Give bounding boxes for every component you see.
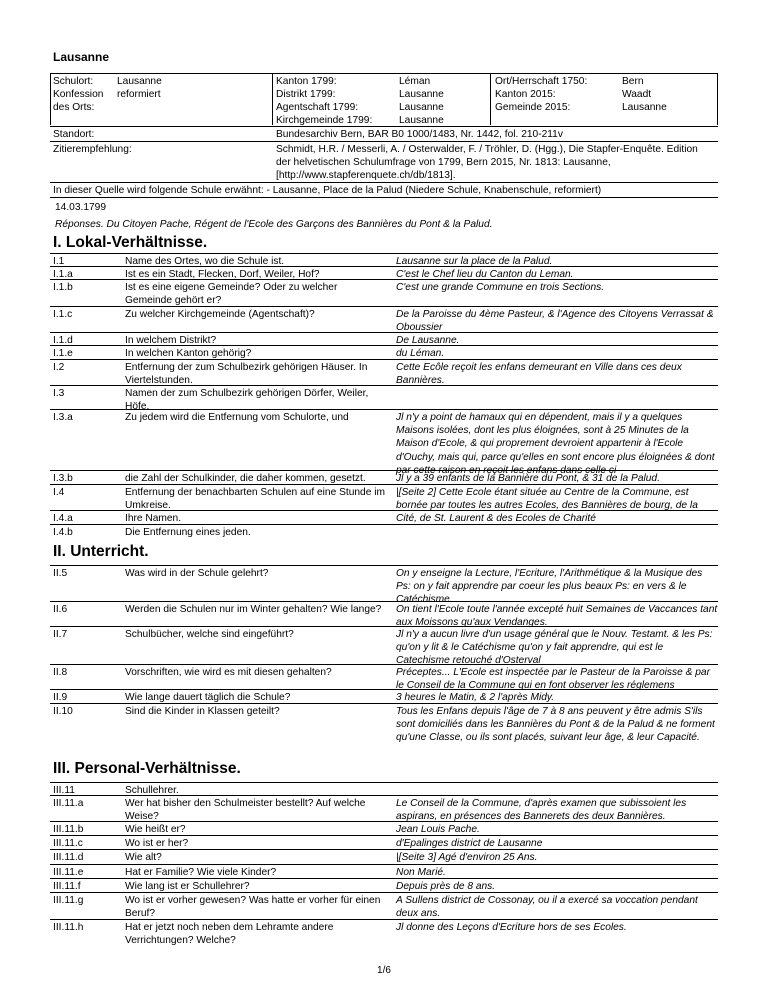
answer-text: Jl n'y a aucun livre d'un usage général que le Nouv. Testamt. & les Ps: qu'on y lit & le Catéchisme qu'on y fait apprendre, qui est le Catechisme retouché d'Osterval xyxy=(396,629,713,667)
row-divider xyxy=(50,864,718,865)
answer-text: |[Seite 2] Cette Ecole étant située au Centre de la Commune, est bornée par toutes les autres Ecoles, des Bannières de bourg, de la Cité, de St. Laurent & des Ecoles de Charité xyxy=(396,487,698,525)
question-number: III.11.f xyxy=(53,881,81,892)
answer-text: Jl donne des Leçons d'Ecriture hors de ses Ecoles. xyxy=(396,922,627,933)
row-divider xyxy=(50,524,718,525)
zitier-line-1: Schmidt, H.R. / Messerli, A. / Osterwalder, F. / Tröhler, D. (Hgg.), Die Stapfer-Enquête. Edition xyxy=(276,144,698,155)
question-number: II.8 xyxy=(53,667,68,678)
question-text: Vorschriften, wie wird es mit diesen gehalten? xyxy=(125,667,332,678)
row-divider xyxy=(50,409,718,410)
question-text: die Zahl der Schulkinder, die daher kommen, gesetzt. xyxy=(125,473,366,484)
row-divider xyxy=(50,878,718,879)
konfession-value: reformiert xyxy=(117,89,161,100)
question-number: III.11 xyxy=(53,785,75,796)
answer-text: Jl n'y a point de hamaux qui en dépendent, mais il y a quelques Maisons isolées, dont les plus éloignées, sont à 25 Minutes de la Maison d'Ecole, & qui proprement devroient appartenir à l'Ecole d'Ouchy, mais qui, parce qu'elles en sont encore plus éloignées & dont par cette raison en reçoit les enfans dans celle ci xyxy=(396,412,715,476)
row-divider xyxy=(50,359,718,360)
question-number: II.9 xyxy=(53,692,68,703)
question-number: I.3.b xyxy=(53,473,73,484)
row-divider xyxy=(50,821,718,822)
question-text: Namen der zum Schulbezirk gehörigen Dörfer, Weiler, Höfe. xyxy=(125,388,369,413)
konfession-label-2: des Orts: xyxy=(53,102,95,113)
question-text: Entfernung der benachbarten Schulen auf eine Stunde im Umkreise. xyxy=(125,487,385,512)
page-number: 1/6 xyxy=(377,965,391,976)
answer-text: C'est le Chef lieu du Canton du Leman. xyxy=(396,269,574,280)
question-text: In welchen Kanton gehörig? xyxy=(125,348,252,359)
answer-text: Le Conseil de la Commune, d'après examen que subissoient les aspirans, en présences des Bannerets des deux Bannières. xyxy=(396,798,687,823)
question-text: In welchem Distrikt? xyxy=(125,335,217,346)
answer-text: De la Paroisse du 4ème Pasteur, & l'Agence des Citoyens Verrassat & Oboussier xyxy=(396,309,714,334)
distrikt-label: Distrikt 1799: xyxy=(276,89,336,100)
answer-text: Lausanne sur la place de la Palud. xyxy=(396,256,553,267)
section-title: III. Personal-Verhältnisse. xyxy=(53,760,241,777)
section-title: I. Lokal-Verhältnisse. xyxy=(53,234,208,251)
kirchgemeinde-value: Lausanne xyxy=(399,115,444,126)
answer-text: 3 heures le Matin, & 2 l'après Midy. xyxy=(396,692,555,703)
kanton1799-label: Kanton 1799: xyxy=(276,76,337,87)
question-text: Hat er Familie? Wie viele Kinder? xyxy=(125,867,277,878)
answer-text: On tient l'Ecole toute l'année excepté huit Semaines de Vaccances tant aux Moissons qu'aux Vendanges. xyxy=(396,604,718,629)
question-number: I.1.d xyxy=(53,335,73,346)
question-text: Ist es ein Stadt, Flecken, Dorf, Weiler, Hof? xyxy=(125,269,320,280)
kanton1799-value: Léman xyxy=(399,76,431,87)
answer-text: Jean Louis Pache. xyxy=(396,824,480,835)
section-divider xyxy=(50,253,718,254)
zitier-label: Zitierempfehlung: xyxy=(53,144,132,155)
answer-text: du Léman. xyxy=(396,348,445,359)
question-text: Wie alt? xyxy=(125,852,162,863)
question-number: I.1.c xyxy=(53,309,73,320)
question-text: Hat er jetzt noch neben dem Lehramte andere Verrichtungen? Welche? xyxy=(125,922,334,947)
question-number: I.1.b xyxy=(53,282,73,293)
answer-text: d'Epalinges district de Lausanne xyxy=(396,838,543,849)
answer-text: A Sullens district de Cossonay, ou il a exercé sa voccation pendant deux ans. xyxy=(396,895,698,920)
question-text: Entfernung der zum Schulbezirk gehörigen Häuser. In Viertelstunden. xyxy=(125,362,368,387)
question-text: Wie heißt er? xyxy=(125,824,186,835)
question-text: Zu jedem wird die Entfernung vom Schulorte, und xyxy=(125,412,349,423)
question-number: III.11.a xyxy=(53,798,84,809)
question-text: Was wird in der Schule gelehrt? xyxy=(125,568,269,579)
row-divider xyxy=(50,626,718,627)
row-divider xyxy=(50,266,718,267)
header-table xyxy=(50,73,718,125)
question-text: Wer hat bisher den Schulmeister bestellt? Auf welche Weise? xyxy=(125,798,366,823)
question-number: III.11.b xyxy=(53,824,84,835)
document-date: 14.03.1799 xyxy=(55,202,106,213)
question-text: Werden die Schulen nur im Winter gehalten? Wie lange? xyxy=(125,604,382,615)
standort-label: Standort: xyxy=(53,129,95,140)
question-text: Wo ist er vorher gewesen? Was hatte er vorher für einen Beruf? xyxy=(125,895,381,920)
row-divider xyxy=(50,795,718,796)
section-divider xyxy=(50,565,718,566)
question-number: I.2 xyxy=(53,362,65,373)
question-number: III.11.g xyxy=(53,895,84,906)
zitier-line-2: der helvetischen Schulumfrage von 1799, Bern 2015, Nr. 1813: Lausanne, xyxy=(276,157,611,168)
question-number: III.11.c xyxy=(53,838,83,849)
row-divider xyxy=(50,689,718,690)
question-number: I.4.a xyxy=(53,513,73,524)
question-text: Wie lang ist er Schullehrer? xyxy=(125,881,250,892)
row-divider xyxy=(50,703,718,704)
answer-text: C'est une grande Commune en trois Sections. xyxy=(396,282,605,293)
question-number: III.11.d xyxy=(53,852,84,863)
question-number: I.1.e xyxy=(53,348,73,359)
row-divider xyxy=(50,385,718,386)
row-divider xyxy=(50,306,718,307)
question-number: III.11.h xyxy=(53,922,84,933)
herrschaft-label: Ort/Herrschaft 1750: xyxy=(495,76,588,87)
question-text: Wo ist er her? xyxy=(125,838,189,849)
distrikt-value: Lausanne xyxy=(399,89,444,100)
answer-text: Jl y a 39 enfants de la Bannière du Pont, & 31 de la Palud. xyxy=(396,473,660,484)
question-number: II.5 xyxy=(53,568,68,579)
agentschaft-label: Agentschaft 1799: xyxy=(276,102,359,113)
question-number: II.6 xyxy=(53,604,68,615)
quelle-line: In dieser Quelle wird folgende Schule erwähnt: - Lausanne, Place de la Palud (Niedere Schule, Knabenschule, reformiert) xyxy=(53,185,602,196)
answer-text: Tous les Enfans depuis l'âge de 7 à 8 ans peuvent y être admis S'ils sont domiciliés dans les Bannières du Pont & de la Palud & ne forment qu'une Classe, ou ils sont placés, suivant leur âge, & leur Capacité. xyxy=(396,706,715,744)
answer-text: Cette Ecôle reçoit les enfans demeurant en Ville dans ces deux Bannières. xyxy=(396,362,682,387)
answer-text: De Lausanne. xyxy=(396,335,460,346)
row-divider xyxy=(50,664,718,665)
page-title: Lausanne xyxy=(53,50,110,64)
answer-text: |[Seite 3] Agé d'environ 25 Ans. xyxy=(396,852,538,863)
standort-value: Bundesarchiv Bern, BAR B0 1000/1483, Nr. 1442, fol. 210-211v xyxy=(276,129,563,140)
row-divider xyxy=(50,849,718,850)
question-number: I.4 xyxy=(53,487,65,498)
row-divider xyxy=(50,470,718,471)
question-number: II.7 xyxy=(53,629,68,640)
agentschaft-value: Lausanne xyxy=(399,102,444,113)
question-text: Ist es eine eigene Gemeinde? Oder zu welcher Gemeinde gehört er? xyxy=(125,282,338,307)
kanton2015-label: Kanton 2015: xyxy=(495,89,556,100)
answer-text: Préceptes... L'Ecole est inspectée par le Pasteur de la Paroisse & par le Conseil de la Commune qui en font observer les réglemens xyxy=(396,667,710,692)
question-number: I.1.a xyxy=(53,269,73,280)
question-text: Zu welcher Kirchgemeinde (Agentschaft)? xyxy=(125,309,315,320)
answer-text: Non Marié. xyxy=(396,867,446,878)
gemeinde-label: Gemeinde 2015: xyxy=(495,102,571,113)
row-divider xyxy=(50,345,718,346)
question-number: I.4.b xyxy=(53,527,73,538)
question-number: I.1 xyxy=(53,256,65,267)
question-number: I.3 xyxy=(53,388,65,399)
zitier-line-3: [http://www.stapferenquete.ch/db/1813]. xyxy=(276,170,456,181)
gemeinde-value: Lausanne xyxy=(622,102,667,113)
row-divider xyxy=(50,919,718,920)
question-text: Schulbücher, welche sind eingeführt? xyxy=(125,629,294,640)
herrschaft-value: Bern xyxy=(622,76,644,87)
question-text: Sind die Kinder in Klassen geteilt? xyxy=(125,706,280,717)
question-number: II.10 xyxy=(53,706,73,717)
schulort-label: Schulort: xyxy=(53,76,94,87)
kanton2015-value: Waadt xyxy=(622,89,652,100)
konfession-label: Konfession xyxy=(53,89,104,100)
row-divider xyxy=(50,332,718,333)
section-divider xyxy=(50,782,718,783)
row-divider xyxy=(50,601,718,602)
kirchgemeinde-label: Kirchgemeinde 1799: xyxy=(276,115,373,126)
section-title: II. Unterricht. xyxy=(53,543,149,560)
row-divider xyxy=(50,892,718,893)
question-text: Name des Ortes, wo die Schule ist. xyxy=(125,256,285,267)
question-text: Schullehrer. xyxy=(125,785,179,796)
answer-text: Depuis près de 8 ans. xyxy=(396,881,496,892)
question-text: Wie lange dauert täglich die Schule? xyxy=(125,692,291,703)
row-divider xyxy=(50,510,718,511)
row-divider xyxy=(50,279,718,280)
question-number: III.11.e xyxy=(53,867,84,878)
question-text: Ihre Namen. xyxy=(125,513,182,524)
question-text: Die Entfernung eines jeden. xyxy=(125,527,251,538)
document-author: Réponses. Du Citoyen Pache, Régent de l'Ecole des Garçons des Bannières du Pont & la Palud. xyxy=(55,219,493,230)
row-divider xyxy=(50,484,718,485)
schulort-value: Lausanne xyxy=(117,76,162,87)
question-number: I.3.a xyxy=(53,412,73,423)
row-divider xyxy=(50,835,718,836)
answer-text: On y enseigne la Lecture, l'Ecriture, l'Arithmétique & la Musique des Ps: on y fait apprendre par coeur les plus beaux Ps: en vers & le Catéchisme. xyxy=(396,568,703,606)
